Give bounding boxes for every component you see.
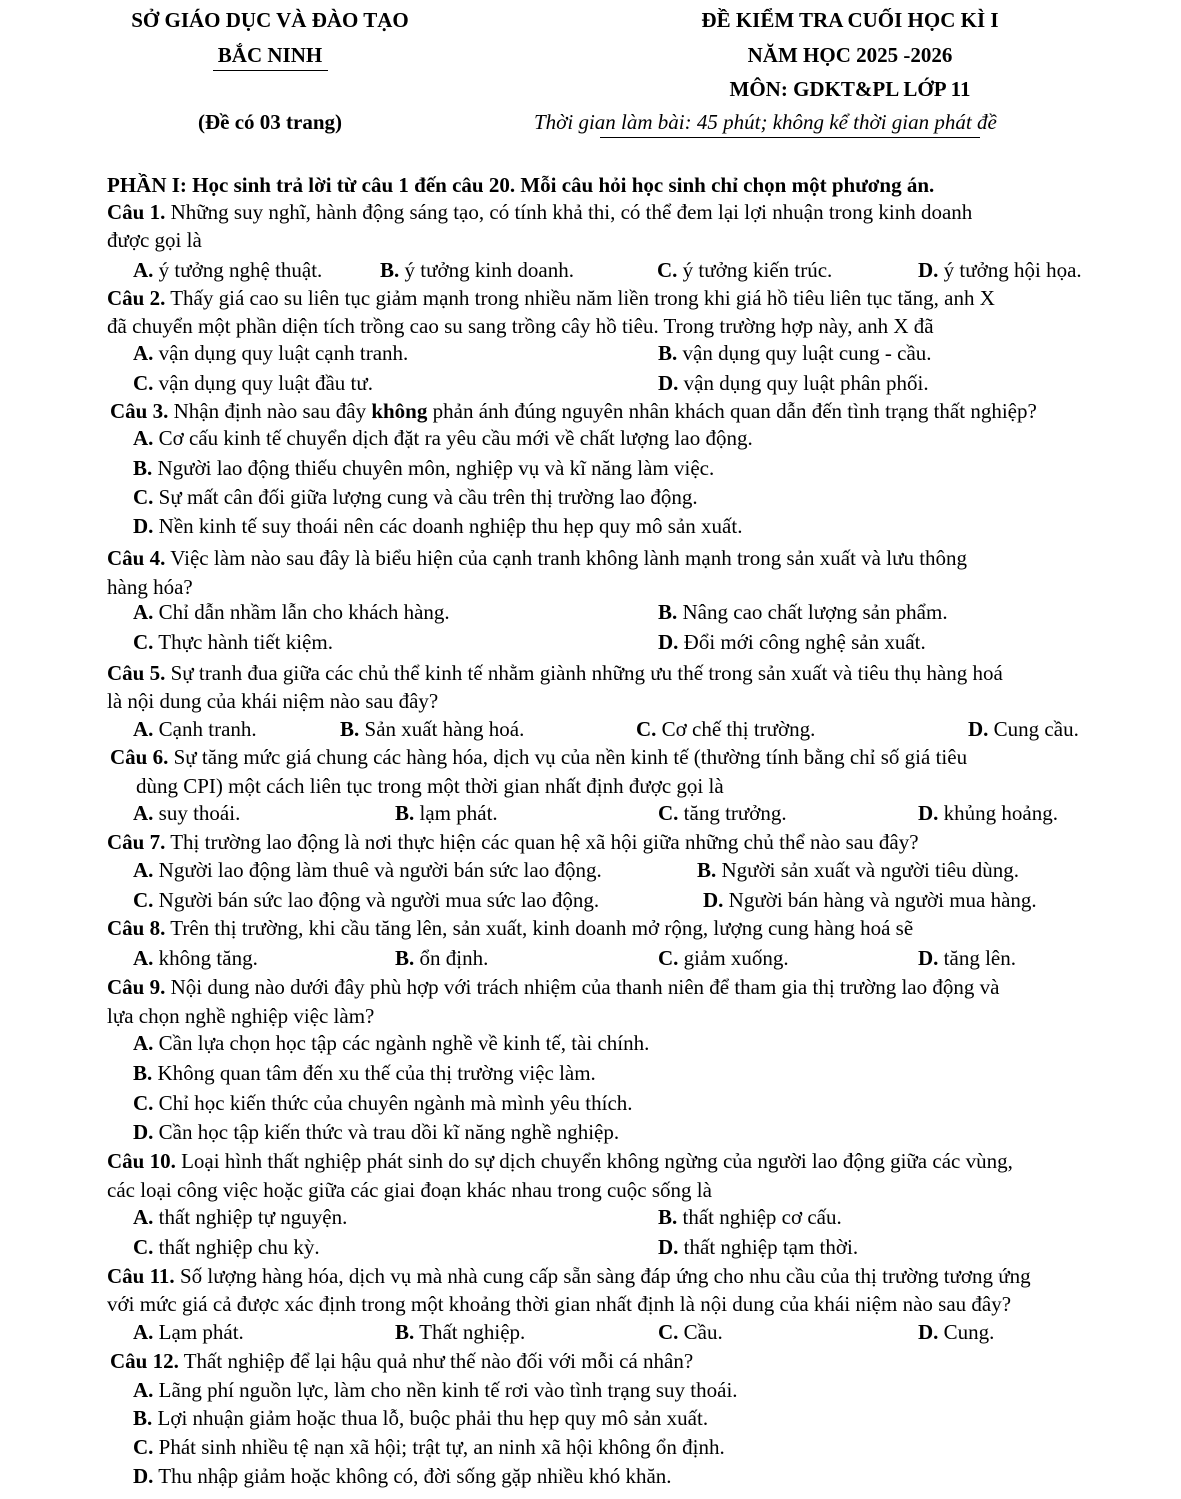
option-text: Lợi nhuận giảm hoặc thua lỗ, buộc phải thu hẹp quy mô sản xuất. [157,1406,709,1430]
option-text: thất nghiệp tự nguyện. [158,1205,348,1229]
question-stem [107,288,995,309]
option-letter: D. [133,514,154,538]
option-letter: C. [657,258,678,282]
option-text: khủng hoảng. [943,801,1058,825]
question-number: Câu 2. [107,286,166,310]
question-stem [107,663,1003,684]
answer-option [133,1207,347,1228]
question-text-continued: lựa chọn nghề nghiệp việc làm? [107,1004,375,1028]
answer-option [395,1322,525,1343]
option-text: ý tưởng kiến trúc. [682,258,833,282]
pages-note: (Đề có 03 trang) [197,110,343,134]
answer-option [133,373,373,394]
answer-option [657,260,832,281]
option-text: Lạm phát. [158,1320,244,1344]
answer-option [133,1322,244,1343]
option-letter: B. [395,1320,415,1344]
option-letter: D. [918,258,939,282]
answer-option [133,1466,672,1487]
option-text: Thực hành tiết kiệm. [158,630,333,654]
option-letter: B. [380,258,400,282]
option-letter: D. [918,801,939,825]
option-text: Nền kinh tế suy thoái nên các doanh nghiệp thu hẹp quy mô sản xuất. [158,514,743,538]
question-stem [107,832,919,853]
option-letter: B. [133,1061,153,1085]
question-text: Sự tăng mức giá chung các hàng hóa, dịch vụ của nền kinh tế (thường tính bằng chỉ số giá tiêu [173,745,968,769]
answer-option [133,260,322,281]
answer-option [133,803,240,824]
option-letter: D. [968,717,989,741]
option-text: không tăng. [158,946,258,970]
answer-option [340,719,524,740]
answer-option [395,948,488,969]
option-text: Sự mất cân đối giữa lượng cung và cầu trên thị trường lao động. [158,485,698,509]
question-text: Số lượng hàng hóa, dịch vụ mà nhà cung cấp sẵn sàng đáp ứng cho nhu cầu của thị trường tương ứng [179,1264,1031,1288]
option-letter: A. [133,341,154,365]
question-text: Việc làm nào sau đây là biểu hiện của cạnh tranh không lành mạnh trong sản xuất và lưu thông [170,546,968,570]
question-text: Loại hình thất nghiệp phát sinh do sự dịch chuyển không ngừng của người lao động giữa các vùng, [181,1149,1013,1173]
option-letter: D. [703,888,724,912]
time-note: Thời gian làm bài: 45 phút; không kể thời gian phát đề [534,110,997,134]
question-number: Câu 5. [107,661,166,685]
option-text: Người bán hàng và người mua hàng. [728,888,1037,912]
option-letter: A. [133,1205,154,1229]
option-letter: B. [133,456,153,480]
option-letter: B. [133,1406,153,1430]
option-text: Lãng phí nguồn lực, làm cho nền kinh tế rơi vào tình trạng suy thoái. [158,1378,738,1402]
option-text: Cạnh tranh. [158,717,257,741]
answer-option [658,948,789,969]
option-letter: C. [133,1235,154,1259]
option-text: Đổi mới công nghệ sản xuất. [683,630,926,654]
option-text: Sản xuất hàng hoá. [364,717,525,741]
option-letter: D. [918,1320,939,1344]
question-stem [107,1151,1013,1172]
option-letter: A. [133,600,154,624]
answer-option [133,487,698,508]
question-text: Nội dung nào dưới đây phù hợp với trách nhiệm của thanh niên để tham gia thị trường lao động và [170,975,1000,999]
option-letter: B. [340,717,360,741]
question-stem [107,548,967,569]
school-year: NĂM HỌC 2025 -2026 [747,43,953,67]
option-text: Người bán sức lao động và người mua sức lao động. [158,888,600,912]
option-text: Người lao động làm thuê và người bán sức lao động. [158,858,602,882]
question-text-continued: với mức giá cả được xác định trong một khoảng thời gian nhất định là nội dung của khái niệm nào sau đây? [107,1292,1012,1316]
option-text: Cần lựa chọn học tập các ngành nghề về kinh tế, tài chính. [158,1031,650,1055]
option-text: Cung. [943,1320,995,1344]
option-text: Cầu. [683,1320,723,1344]
option-letter: D. [918,946,939,970]
option-text: ý tưởng kinh doanh. [404,258,574,282]
question-text-continued: các loại công việc hoặc giữa các giai đoạn khác nhau trong cuộc sống là [107,1178,712,1202]
question-stem [110,1351,693,1372]
option-text: tăng trưởng. [683,801,787,825]
option-text: Thu nhập giảm hoặc không có, đời sống gặp nhiều khó khăn. [158,1464,672,1488]
answer-option [658,1237,858,1258]
question-number: Câu 8. [107,916,166,940]
option-text: Thất nghiệp. [419,1320,526,1344]
question-text: Những suy nghĩ, hành động sáng tạo, có tính khả thi, có thể đem lại lợi nhuận trong kinh doanh [170,200,973,224]
answer-option [697,860,1019,881]
option-text: tăng lên. [943,946,1016,970]
answer-option [133,860,602,881]
answer-option [658,632,926,653]
option-text: vận dụng quy luật phân phối. [683,371,929,395]
option-text: ý tưởng nghệ thuật. [158,258,323,282]
option-letter: C. [133,630,154,654]
option-letter: C. [658,946,679,970]
answer-option [133,1093,633,1114]
answer-option [918,803,1058,824]
option-letter: D. [658,371,679,395]
answer-option [380,260,574,281]
option-text: lạm phát. [419,801,498,825]
option-text: Cung cầu. [993,717,1079,741]
question-stem [107,977,999,998]
option-letter: C. [658,1320,679,1344]
option-letter: A. [133,946,154,970]
option-text: ý tưởng hội họa. [943,258,1082,282]
question-stem [107,1266,1031,1287]
option-letter: B. [395,801,415,825]
option-letter: A. [133,1320,154,1344]
option-text: Chỉ học kiến thức của chuyên ngành mà mình yêu thích. [158,1091,633,1115]
option-text: Cơ cấu kinh tế chuyển dịch đặt ra yêu cầu mới về chất lượng lao động. [158,426,753,450]
question-number: Câu 10. [107,1149,176,1173]
answer-option [133,1063,596,1084]
answer-option [133,1408,708,1429]
answer-option [133,602,450,623]
answer-option [133,632,333,653]
option-letter: C. [133,888,154,912]
question-number: Câu 7. [107,830,166,854]
time-note-underline [600,137,980,138]
option-text: thất nghiệp cơ cấu. [682,1205,842,1229]
question-text: Thị trường lao động là nơi thực hiện các quan hệ xã hội giữa những chủ thể nào sau đây? [170,830,919,854]
option-text: thất nghiệp chu kỳ. [158,1235,320,1259]
answer-option [133,1437,725,1458]
question-stem [110,401,1037,422]
question-stem [107,918,913,939]
option-letter: A. [133,858,154,882]
province-name: BẮC NINH [217,43,323,67]
answer-option [658,1322,723,1343]
option-letter: D. [658,1235,679,1259]
question-text-continued: dùng CPI) một cách liên tục trong một thời gian nhất định được gọi là [136,774,724,798]
part-instruction: PHẦN I: Học sinh trả lời từ câu 1 đến câu 20. Mỗi câu hỏi học sinh chỉ chọn một phương án. [107,173,935,197]
question-text: Trên thị trường, khi cầu tăng lên, sản xuất, kinh doanh mở rộng, lượng cung hàng hoá sẽ [170,916,914,940]
answer-option [133,343,408,364]
option-text: thất nghiệp tạm thời. [683,1235,859,1259]
option-letter: D. [133,1120,154,1144]
question-number: Câu 9. [107,975,166,999]
option-letter: B. [697,858,717,882]
answer-option [133,516,742,537]
question-text: Thất nghiệp để lại hậu quả như thế nào đối với mỗi cá nhân? [183,1349,694,1373]
question-stem [107,202,972,223]
exam-title: ĐỀ KIỂM TRA CUỐI HỌC KÌ I [701,8,999,32]
option-letter: B. [658,600,678,624]
option-letter: B. [658,341,678,365]
option-letter: C. [133,485,154,509]
answer-option [968,719,1079,740]
option-letter: D. [133,1464,154,1488]
option-letter: D. [658,630,679,654]
option-letter: A. [133,1378,154,1402]
question-text-continued: đã chuyển một phần diện tích trồng cao su sang trồng cây hồ tiêu. Trong trường hợp này, anh X đã [107,314,934,338]
option-letter: A. [133,258,154,282]
answer-option [658,343,932,364]
answer-option [918,948,1016,969]
question-text: Sự tranh đua giữa các chủ thể kinh tế nhằm giành những ưu thế trong sản xuất và tiêu thụ hàng hoá [170,661,1003,685]
option-text: vận dụng quy luật đầu tư. [158,371,374,395]
option-text: Cần học tập kiến thức và trau dồi kĩ năng nghề nghiệp. [158,1120,620,1144]
question-number: Câu 6. [110,745,169,769]
question-text-continued: hàng hóa? [107,575,193,599]
option-letter: C. [636,717,657,741]
option-text: Phát sinh nhiều tệ nạn xã hội; trật tự, an ninh xã hội không ổn định. [158,1435,725,1459]
answer-option [703,890,1037,911]
answer-option [658,1207,842,1228]
answer-option [395,803,498,824]
question-text-continued: là nội dung của khái niệm nào sau đây? [107,689,439,713]
option-letter: B. [395,946,415,970]
option-letter: A. [133,801,154,825]
option-text: Người sản xuất và người tiêu dùng. [721,858,1020,882]
question-number: Câu 12. [110,1349,179,1373]
option-letter: C. [133,1435,154,1459]
question-number: Câu 1. [107,200,166,224]
option-letter: C. [658,801,679,825]
answer-option [133,458,714,479]
question-number: Câu 4. [107,546,166,570]
subject-title: MÔN: GDKT&PL LỚP 11 [729,77,971,101]
answer-option [133,1033,649,1054]
question-stem [110,747,967,768]
answer-option [133,948,258,969]
option-letter: C. [133,371,154,395]
question-text: phản ánh đúng nguyên nhân khách quan dẫn đến tình trạng thất nghiệp? [432,399,1037,423]
option-text: ổn định. [419,946,489,970]
answer-option [658,602,948,623]
answer-option [636,719,815,740]
answer-option [658,803,787,824]
answer-option [918,1322,994,1343]
option-text: vận dụng quy luật cạnh tranh. [158,341,409,365]
answer-option [133,1237,320,1258]
answer-option [133,719,257,740]
answer-option [133,1122,619,1143]
answer-option [658,373,929,394]
option-text: Không quan tâm đến xu thế của thị trường việc làm. [157,1061,596,1085]
option-letter: A. [133,1031,154,1055]
answer-option [133,428,753,449]
emphasis-word: không [371,399,428,423]
option-text: vận dụng quy luật cung - cầu. [682,341,932,365]
option-text: giảm xuống. [683,946,789,970]
option-text: Cơ chế thị trường. [661,717,816,741]
answer-option [133,890,599,911]
option-letter: A. [133,426,154,450]
answer-option [133,1380,738,1401]
option-letter: B. [658,1205,678,1229]
option-text: suy thoái. [158,801,241,825]
department-name: SỞ GIÁO DỤC VÀ ĐÀO TẠO [131,8,409,32]
question-text: Nhận định nào sau đây [173,399,367,423]
option-letter: A. [133,717,154,741]
option-letter: C. [133,1091,154,1115]
answer-option [918,260,1082,281]
question-text-continued: được gọi là [107,228,202,252]
question-text: Thấy giá cao su liên tục giảm mạnh trong nhiều năm liền trong khi giá hồ tiêu liên tục tăng, anh X [170,286,995,310]
question-number: Câu 3. [110,399,169,423]
option-text: Nâng cao chất lượng sản phẩm. [682,600,948,624]
option-text: Chỉ dẫn nhầm lẫn cho khách hàng. [158,600,450,624]
option-text: Người lao động thiếu chuyên môn, nghiệp vụ và kĩ năng làm việc. [157,456,715,480]
province-underline [213,70,328,71]
question-number: Câu 11. [107,1264,175,1288]
